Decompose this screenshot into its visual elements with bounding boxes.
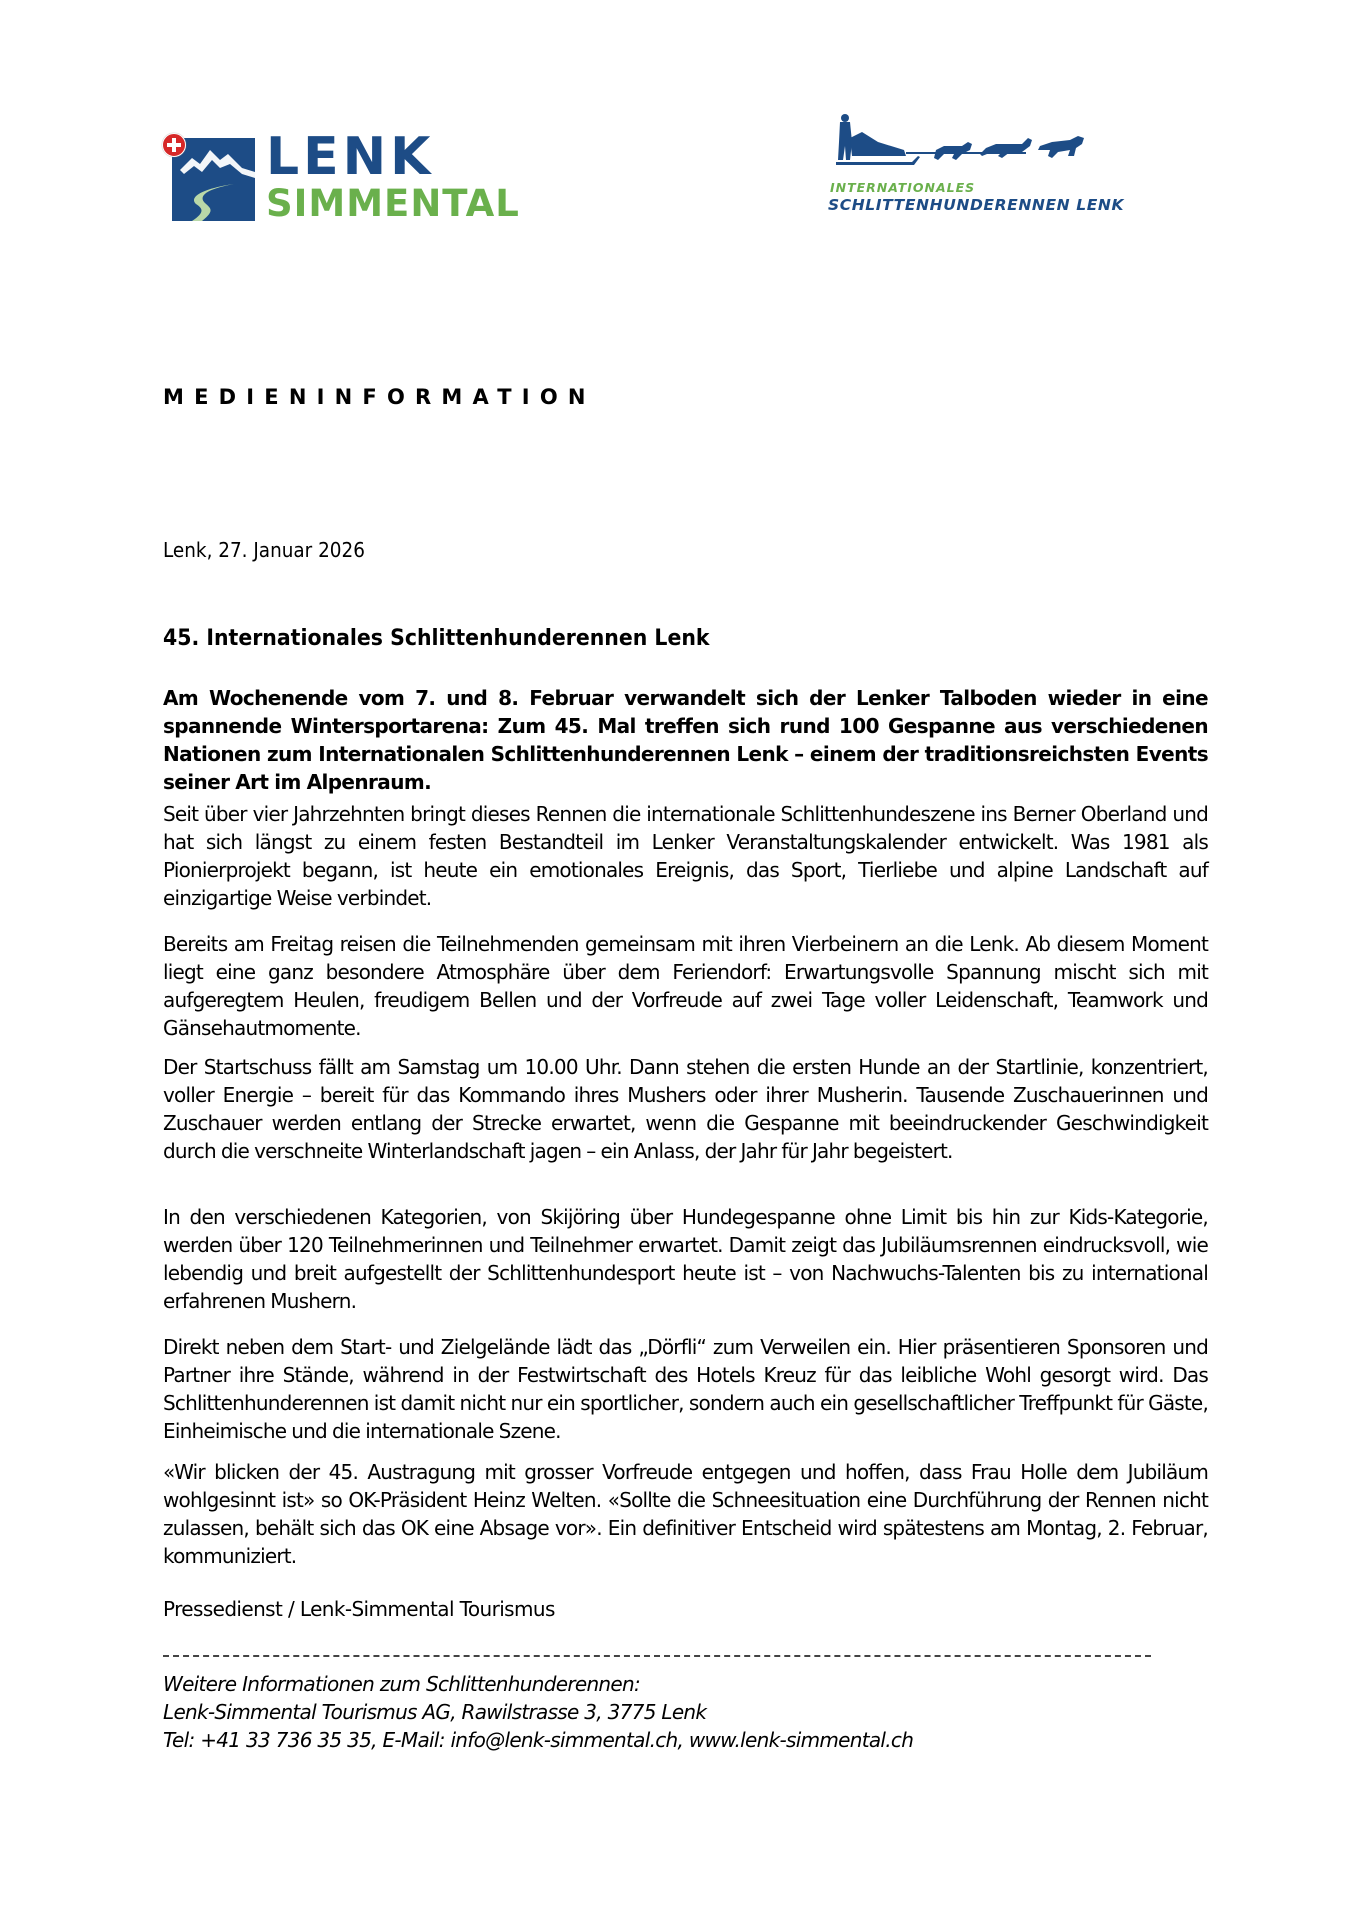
swiss-cross-icon xyxy=(162,133,186,157)
signature: Pressedienst / Lenk-Simmental Tourismus xyxy=(163,1597,555,1621)
logo-text-simmental: SIMMENTAL xyxy=(266,182,520,225)
footer-contact xyxy=(163,1670,913,1754)
article-paragraph: Bereits am Freitag reisen die Teilnehmenden gemeinsam mit ihren Vierbeinern an die Lenk. Ab diesem Moment liegt eine ganz besondere Atmosphäre über dem Feriendorf: Erwartungsvolle Spannung mischt sich mit aufgeregtem Heulen, freudigem Bellen und der Vorfreude auf zwei Tage voller Leidenschaft, Teamwork und Gänsehautmomente. xyxy=(163,932,1208,1040)
footer-line-address: Lenk-Simmental Tourismus AG, Rawilstrasse 3, 3775 Lenk xyxy=(163,1700,707,1724)
article-paragraph: Direkt neben dem Start- und Zielgelände lädt das „Dörfli“ zum Verweilen ein. Hier präsentieren Sponsoren und Partner ihre Stände, während in der Festwirtschaft des Hotels Kreuz für das leibliche Wohl gesorgt wird. Das Schlittenhunderennen ist damit nicht nur ein sportlicher, sondern auch ein gesellschaftlicher Treffpunkt für Gäste, Einheimische und die internationale Szene. xyxy=(163,1335,1208,1443)
footer-divider xyxy=(163,1655,1151,1657)
logo-text-schlittenhunderennen: SCHLITTENHUNDERENNEN LENK xyxy=(828,196,1125,214)
dog-sled-icon xyxy=(826,112,1136,172)
article-lead: Am Wochenende vom 7. und 8. Februar verwandelt sich der Lenker Talboden wieder in eine spannende Wintersportarena: Zum 45. Mal treffen sich rund 100 Gespanne aus verschiedenen Nationen zum Internationalen Schlittenhunderennen Lenk – einem der traditionsreichsten Events seiner Art im Alpenraum. xyxy=(163,686,1208,794)
schlittenhunderennen-logo xyxy=(826,112,1136,222)
date-line: Lenk, 27. Januar 2026 xyxy=(163,538,365,562)
article-paragraph: In den verschiedenen Kategorien, von Skijöring über Hundegespanne ohne Limit bis hin zur Kids-Kategorie, werden über 120 Teilnehmerinnen und Teilnehmer erwartet. Damit zeigt das Jubiläumsrennen eindrucksvoll, wie lebendig und breit aufgestellt der Schlittenhundesport heute ist – von Nachwuchs-Talenten bis zu international erfahrenen Mushern. xyxy=(163,1205,1208,1313)
article-paragraph: «Wir blicken der 45. Austragung mit grosser Vorfreude entgegen und hoffen, dass Frau Holle dem Jubiläum wohlgesinnt ist» so OK-Präsident Heinz Welten. «Sollte die Schneesituation eine Durchführung der Rennen nicht zulassen, behält sich das OK eine Absage vor». Ein definitiver Entscheid wird spätestens am Montag, 2. Februar, kommuniziert. xyxy=(163,1460,1208,1568)
footer-line-info: Weitere Informationen zum Schlittenhunderennen: xyxy=(163,1672,641,1696)
logo-text-internationales: INTERNATIONALES xyxy=(830,180,976,195)
article-paragraph: Der Startschuss fällt am Samstag um 10.00 Uhr. Dann stehen die ersten Hunde an der Startlinie, konzentriert, voller Energie – bereit für das Kommando ihres Mushers oder ihrer Musherin. Tausende Zuschauerinnen und Zuschauer werden entlang der Strecke erwartet, wenn die Gespanne mit beeindruckender Geschwindigkeit durch die verschneite Winterlandschaft jagen – ein Anlass, der Jahr für Jahr begeistert. xyxy=(163,1055,1208,1163)
footer-line-contact: Tel: +41 33 736 35 35, E-Mail: info@lenk-simmental.ch, www.lenk-simmental.ch xyxy=(163,1728,914,1752)
lenk-simmental-logo xyxy=(162,127,522,233)
logo-text-lenk: LENK xyxy=(266,127,435,187)
document-label: MEDIENINFORMATION xyxy=(163,385,596,409)
article-title: 45. Internationales Schlittenhunderennen Lenk xyxy=(163,626,710,651)
article-paragraph: Seit über vier Jahrzehnten bringt dieses Rennen die internationale Schlittenhundeszene ins Berner Oberland und hat sich längst zu einem festen Bestandteil im Lenker Veranstaltungskalender entwickelt. Was 1981 als Pionierprojekt begann, ist heute ein emotionales Ereignis, das Sport, Tierliebe und alpine Landschaft auf einzigartige Weise verbindet. xyxy=(163,802,1208,910)
